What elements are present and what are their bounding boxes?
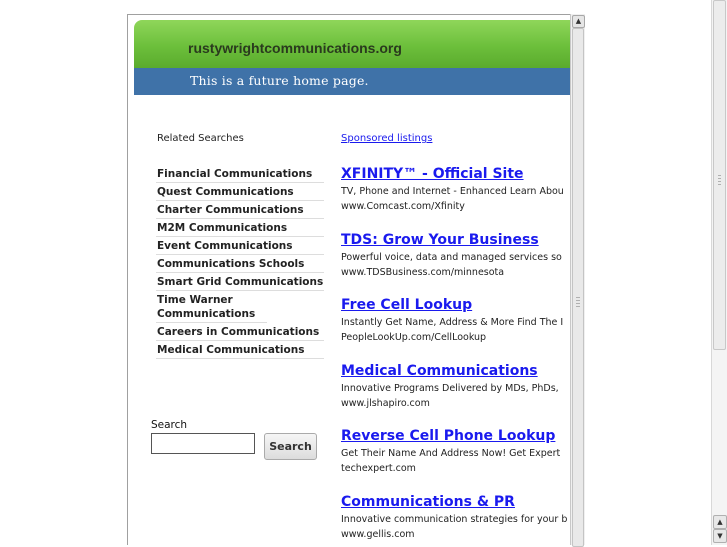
related-link[interactable]: Smart Grid Communications xyxy=(156,273,324,291)
related-link[interactable]: M2M Communications xyxy=(156,219,324,237)
related-link[interactable]: Quest Communications xyxy=(156,183,324,201)
ad-description: Get Their Name And Address Now! Get Expert xyxy=(341,448,561,459)
sponsored-listings-link[interactable]: Sponsored listings xyxy=(341,133,433,144)
ad-title-link[interactable]: XFINITY™ - Official Site xyxy=(341,166,524,182)
ad-url: www.Comcast.com/Xfinity xyxy=(341,201,465,212)
related-link[interactable]: Time Warner Communications xyxy=(156,291,267,323)
related-link[interactable]: Communications Schools xyxy=(156,255,324,273)
search-input[interactable] xyxy=(151,433,255,454)
frame-scrollbar-thumb[interactable] xyxy=(572,28,584,547)
related-link[interactable]: Event Communications xyxy=(156,237,324,255)
ad-description: Innovative communication strategies for your b xyxy=(341,513,568,525)
related-searches-heading: Related Searches xyxy=(157,133,244,144)
ad-url: www.TDSBusiness.com/minnesota xyxy=(341,266,505,278)
ad-title-link[interactable]: TDS: Grow Your Business xyxy=(341,231,539,248)
ad-description: Innovative Programs Delivered by MDs, PhDs, xyxy=(341,382,559,394)
related-link[interactable]: Charter Communications xyxy=(156,201,324,219)
ad-title-link[interactable]: Free Cell Lookup xyxy=(341,297,473,313)
scroll-down-arrow-icon[interactable]: ▼ xyxy=(713,529,727,543)
ad-description: Powerful voice, data and managed services so xyxy=(341,251,562,263)
site-header xyxy=(134,20,585,68)
ad-item xyxy=(341,231,585,297)
ad-list xyxy=(341,165,585,545)
site-frame xyxy=(127,14,585,545)
ad-url: techexpert.com xyxy=(341,463,416,474)
ad-item xyxy=(341,493,585,546)
related-link[interactable]: Careers in Communications xyxy=(156,323,324,341)
ad-description: TV, Phone and Internet - Enhanced Learn Abou xyxy=(341,186,564,197)
frame-scroll-up-arrow-icon[interactable]: ▲ xyxy=(572,15,585,28)
page-scrollbar-thumb[interactable] xyxy=(713,0,726,350)
search-label: Search xyxy=(151,419,188,431)
related-link[interactable]: Medical Communications xyxy=(156,341,324,359)
page-scrollbar[interactable] xyxy=(711,0,727,545)
ad-item xyxy=(341,296,585,362)
frame-scrollbar[interactable] xyxy=(570,14,585,545)
related-searches-list xyxy=(156,165,324,359)
ad-title-link[interactable]: Reverse Cell Phone Lookup xyxy=(341,428,556,444)
related-link[interactable]: Financial Communications xyxy=(156,165,324,183)
ad-description: Instantly Get Name, Address & More Find The I xyxy=(341,317,564,328)
scrollbar-grip-icon xyxy=(576,295,580,307)
ad-url: PeopleLookUp.com/CellLookup xyxy=(341,332,487,343)
ad-url: www.gellis.com xyxy=(341,528,415,540)
site-title: rustywrightcommunications.org xyxy=(188,40,402,56)
search-button[interactable]: Search xyxy=(264,433,317,460)
ad-title-link[interactable]: Communications & PR xyxy=(341,493,515,510)
tagline-bar xyxy=(134,68,585,95)
scroll-up-arrow-icon[interactable]: ▲ xyxy=(713,515,727,529)
ad-title-link[interactable]: Medical Communications xyxy=(341,362,538,379)
tagline: This is a future home page. xyxy=(190,73,369,88)
ad-item xyxy=(341,362,585,428)
ad-item xyxy=(341,165,585,231)
ad-item xyxy=(341,427,585,493)
scrollbar-grip-icon xyxy=(718,175,721,185)
ad-url: www.jlshapiro.com xyxy=(341,397,430,409)
